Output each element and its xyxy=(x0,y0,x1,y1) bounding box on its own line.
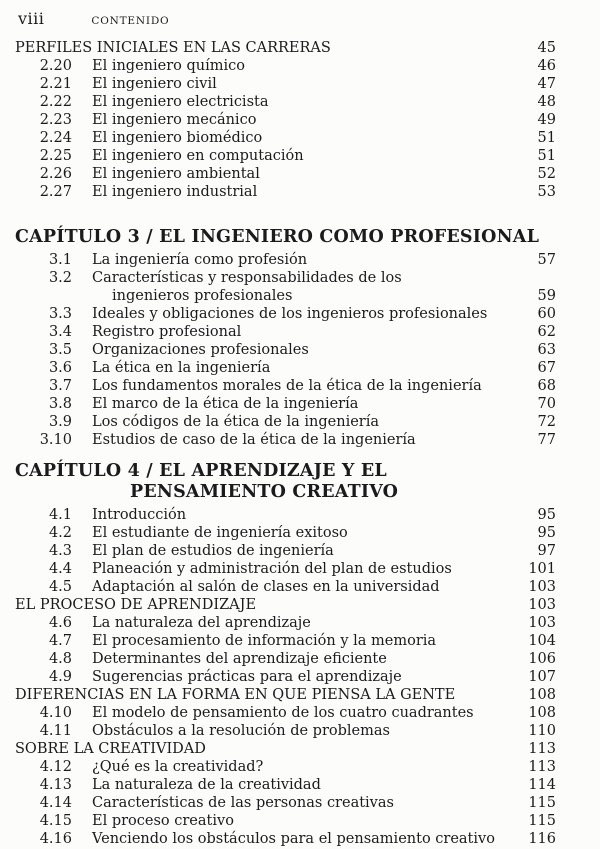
toc-entry-page: 108 xyxy=(528,687,556,703)
toc-entry-page: 113 xyxy=(528,759,556,775)
toc-item-number: 3.3 xyxy=(48,306,72,322)
toc-item-number: 2.23 xyxy=(39,112,72,128)
toc-item-row xyxy=(15,776,556,794)
toc-entry-title: Los códigos de la ética de la ingeniería xyxy=(92,414,379,430)
toc-item-number: 3.10 xyxy=(39,432,72,448)
toc-item-row xyxy=(15,413,556,431)
toc-item-row xyxy=(15,57,556,75)
toc-entry-title: Estudios de caso de la ética de la ingeniería xyxy=(92,432,416,448)
toc-entry-page: 45 xyxy=(537,40,556,56)
toc-item-row xyxy=(15,341,556,359)
toc-item-number: 3.9 xyxy=(48,414,72,430)
toc-entry-page: 51 xyxy=(537,130,556,146)
toc-entry-title: SOBRE LA CREATIVIDAD xyxy=(15,741,206,757)
toc-entry-title: El ingeniero biomédico xyxy=(92,130,263,146)
toc-item-row xyxy=(15,75,556,93)
toc-item-row xyxy=(15,147,556,165)
toc-entry-page: 95 xyxy=(537,525,556,541)
toc-item-number: 2.24 xyxy=(39,130,72,146)
toc-item-row xyxy=(15,578,556,596)
toc-entry-title: El ingeniero mecánico xyxy=(92,112,257,128)
toc-item-row xyxy=(15,269,556,305)
chapter-heading-line: CAPÍTULO 4 / EL APRENDIZAJE Y EL xyxy=(15,461,387,481)
toc-item-number: 2.22 xyxy=(39,94,72,110)
toc-entry-title: El proceso creativo xyxy=(92,813,234,829)
toc-entry-title: Determinantes del aprendizaje eficiente xyxy=(92,651,387,667)
toc-entry-title: Venciendo los obstáculos para el pensamiento creativo xyxy=(92,831,495,847)
toc-item-number: 3.5 xyxy=(48,342,72,358)
toc-item-number: 4.2 xyxy=(48,525,72,541)
toc-item-row xyxy=(15,758,556,776)
toc-item-number: 4.7 xyxy=(48,633,72,649)
toc-item-number: 4.9 xyxy=(48,669,72,685)
toc-entry-title: El ingeniero civil xyxy=(92,76,217,92)
toc-entry-title: Sugerencias prácticas para el aprendizaje xyxy=(92,669,402,685)
toc-item-number: 2.25 xyxy=(39,148,72,164)
page-number: viii xyxy=(18,9,45,28)
toc-entry-page: 59 xyxy=(537,288,556,304)
toc-item-number: 4.14 xyxy=(39,795,72,811)
toc-section-row xyxy=(15,596,556,614)
toc-entry-title: El estudiante de ingeniería exitoso xyxy=(92,525,348,541)
toc-entry-title: La ingeniería como profesión xyxy=(92,252,308,268)
toc-item-row xyxy=(15,183,556,201)
toc-entry-page: 103 xyxy=(528,579,556,595)
toc-entry-title: El ingeniero industrial xyxy=(92,184,258,200)
toc-entry-title: PERFILES INICIALES EN LAS CARRERAS xyxy=(15,40,331,56)
toc-entry-title: Planeación y administración del plan de estudios xyxy=(92,561,452,577)
toc-item-number: 4.13 xyxy=(39,777,72,793)
toc-entry-title: El marco de la ética de la ingeniería xyxy=(92,396,359,412)
toc-entry-page: 110 xyxy=(528,723,556,739)
toc-entry-title: Registro profesional xyxy=(92,324,242,340)
toc-entry-page: 106 xyxy=(528,651,556,667)
toc-entry-page: 49 xyxy=(537,112,556,128)
toc-entry-title: El ingeniero en computación xyxy=(92,148,304,164)
toc-entry-title: El ingeniero químico xyxy=(92,58,245,74)
toc-item-row xyxy=(15,395,556,413)
toc-item-number: 4.3 xyxy=(48,543,72,559)
toc-entry-page: 46 xyxy=(537,58,556,74)
toc-entry-page: 62 xyxy=(537,324,556,340)
toc-entry-title: DIFERENCIAS EN LA FORMA EN QUE PIENSA LA GENTE xyxy=(15,687,456,703)
toc-entry-page: 114 xyxy=(528,777,556,793)
toc-item-number: 3.4 xyxy=(48,324,72,340)
toc-entry-page: 101 xyxy=(528,561,556,577)
toc-item-number: 2.26 xyxy=(39,166,72,182)
toc-entry-page: 103 xyxy=(528,615,556,631)
toc-item-number: 3.1 xyxy=(48,252,72,268)
toc-item-row xyxy=(15,506,556,524)
toc-entry-title: El procesamiento de información y la memoria xyxy=(92,633,437,649)
toc-entry-title: El plan de estudios de ingeniería xyxy=(92,543,334,559)
toc-entry-page: 113 xyxy=(528,741,556,757)
toc-entry-title: Obstáculos a la resolución de problemas xyxy=(92,723,390,739)
toc-item-row xyxy=(15,650,556,668)
toc-entry-page: 52 xyxy=(537,166,556,182)
toc-entry-page: 63 xyxy=(537,342,556,358)
toc-item-row xyxy=(15,377,556,395)
toc-item-row xyxy=(15,830,556,848)
toc-entry-title: El ingeniero ambiental xyxy=(92,166,260,182)
toc-entry-page: 115 xyxy=(528,795,556,811)
toc-item-number: 3.6 xyxy=(48,360,72,376)
toc-entry-page: 48 xyxy=(537,94,556,110)
toc-item-number: 3.7 xyxy=(48,378,72,394)
toc-item-row xyxy=(15,614,556,632)
toc-chapter-heading xyxy=(15,227,556,248)
toc-entry-title: EL PROCESO DE APRENDIZAJE xyxy=(15,597,257,613)
toc-entry-page: 115 xyxy=(528,813,556,829)
running-header-title: CONTENIDO xyxy=(91,15,170,27)
toc-item-row xyxy=(15,251,556,269)
toc-item-number: 4.1 xyxy=(48,507,72,523)
toc-item-number: 3.8 xyxy=(48,396,72,412)
toc-entry-title: La naturaleza de la creatividad xyxy=(92,777,321,793)
toc-entry-title: El ingeniero electricista xyxy=(92,94,269,110)
toc-entry-title: La naturaleza del aprendizaje xyxy=(92,615,311,631)
toc-entry-page: 72 xyxy=(537,414,556,430)
chapter-heading-line: PENSAMIENTO CREATIVO xyxy=(130,482,399,502)
toc-item-row xyxy=(15,305,556,323)
toc-item-number: 4.11 xyxy=(39,723,72,739)
toc-item-row xyxy=(15,542,556,560)
toc-item-number: 2.27 xyxy=(39,184,72,200)
toc-section-row xyxy=(15,686,556,704)
toc-entry-title: Características y responsabilidades de los ingenieros profesionales xyxy=(92,269,520,305)
toc-item-number: 4.15 xyxy=(39,813,72,829)
toc-item-number: 4.8 xyxy=(48,651,72,667)
toc-entry-title: Introducción xyxy=(92,507,187,523)
toc-entry-title: El modelo de pensamiento de los cuatro cuadrantes xyxy=(92,705,474,721)
running-head xyxy=(15,9,556,31)
toc-chapter-heading xyxy=(15,461,556,503)
toc-item-number: 4.5 xyxy=(48,579,72,595)
toc-entry-page: 97 xyxy=(537,543,556,559)
toc-item-number: 2.20 xyxy=(39,58,72,74)
toc-item-row xyxy=(15,722,556,740)
toc-entry-title: Organizaciones profesionales xyxy=(92,342,309,358)
toc-item-row xyxy=(15,129,556,147)
toc-entry-title: ¿Qué es la creatividad? xyxy=(92,759,264,775)
toc-item-row xyxy=(15,704,556,722)
toc-entry-page: 47 xyxy=(537,76,556,92)
toc-entry-page: 104 xyxy=(528,633,556,649)
toc-item-row xyxy=(15,632,556,650)
toc-entry-title: Adaptación al salón de clases en la universidad xyxy=(92,579,440,595)
toc-item-row xyxy=(15,165,556,183)
toc-entry-page: 53 xyxy=(537,184,556,200)
toc-entry-page: 116 xyxy=(528,831,556,847)
toc-entry-title: Características de las personas creativas xyxy=(92,795,394,811)
toc-item-number: 2.21 xyxy=(39,76,72,92)
toc-item-number: 4.10 xyxy=(39,705,72,721)
chapter-heading-line: CAPÍTULO 3 / EL INGENIERO COMO PROFESIONAL xyxy=(15,227,540,247)
toc-section-row xyxy=(15,39,556,57)
toc-item-number: 4.4 xyxy=(48,561,72,577)
toc-item-row xyxy=(15,812,556,830)
toc-entry-title-continuation: ingenieros profesionales xyxy=(112,288,293,304)
toc-entry-page: 107 xyxy=(528,669,556,685)
toc-entry-page: 103 xyxy=(528,597,556,613)
toc-item-row xyxy=(15,111,556,129)
toc-entry-page: 70 xyxy=(537,396,556,412)
toc-item-row xyxy=(15,560,556,578)
toc-item-number: 4.16 xyxy=(39,831,72,847)
toc-list xyxy=(15,39,556,848)
toc-item-row xyxy=(15,794,556,812)
toc-entry-page: 67 xyxy=(537,360,556,376)
toc-item-row xyxy=(15,431,556,449)
toc-item-row xyxy=(15,524,556,542)
toc-item-row xyxy=(15,93,556,111)
toc-section-row xyxy=(15,740,556,758)
toc-item-row xyxy=(15,323,556,341)
toc-item-row xyxy=(15,359,556,377)
toc-entry-title: La ética en la ingeniería xyxy=(92,360,271,376)
toc-entry-page: 68 xyxy=(537,378,556,394)
toc-item-row xyxy=(15,668,556,686)
toc-item-number: 4.12 xyxy=(39,759,72,775)
toc-entry-page: 108 xyxy=(528,705,556,721)
toc-entry-page: 95 xyxy=(537,507,556,523)
toc-entry-page: 57 xyxy=(537,252,556,268)
toc-item-number: 4.6 xyxy=(48,615,72,631)
toc-entry-title: Los fundamentos morales de la ética de la ingeniería xyxy=(92,378,482,394)
toc-item-number: 3.2 xyxy=(48,270,72,286)
toc-entry-page: 51 xyxy=(537,148,556,164)
toc-entry-page: 77 xyxy=(537,432,556,448)
toc-entry-page: 60 xyxy=(537,306,556,322)
toc-entry-title: Ideales y obligaciones de los ingenieros profesionales xyxy=(92,306,488,322)
